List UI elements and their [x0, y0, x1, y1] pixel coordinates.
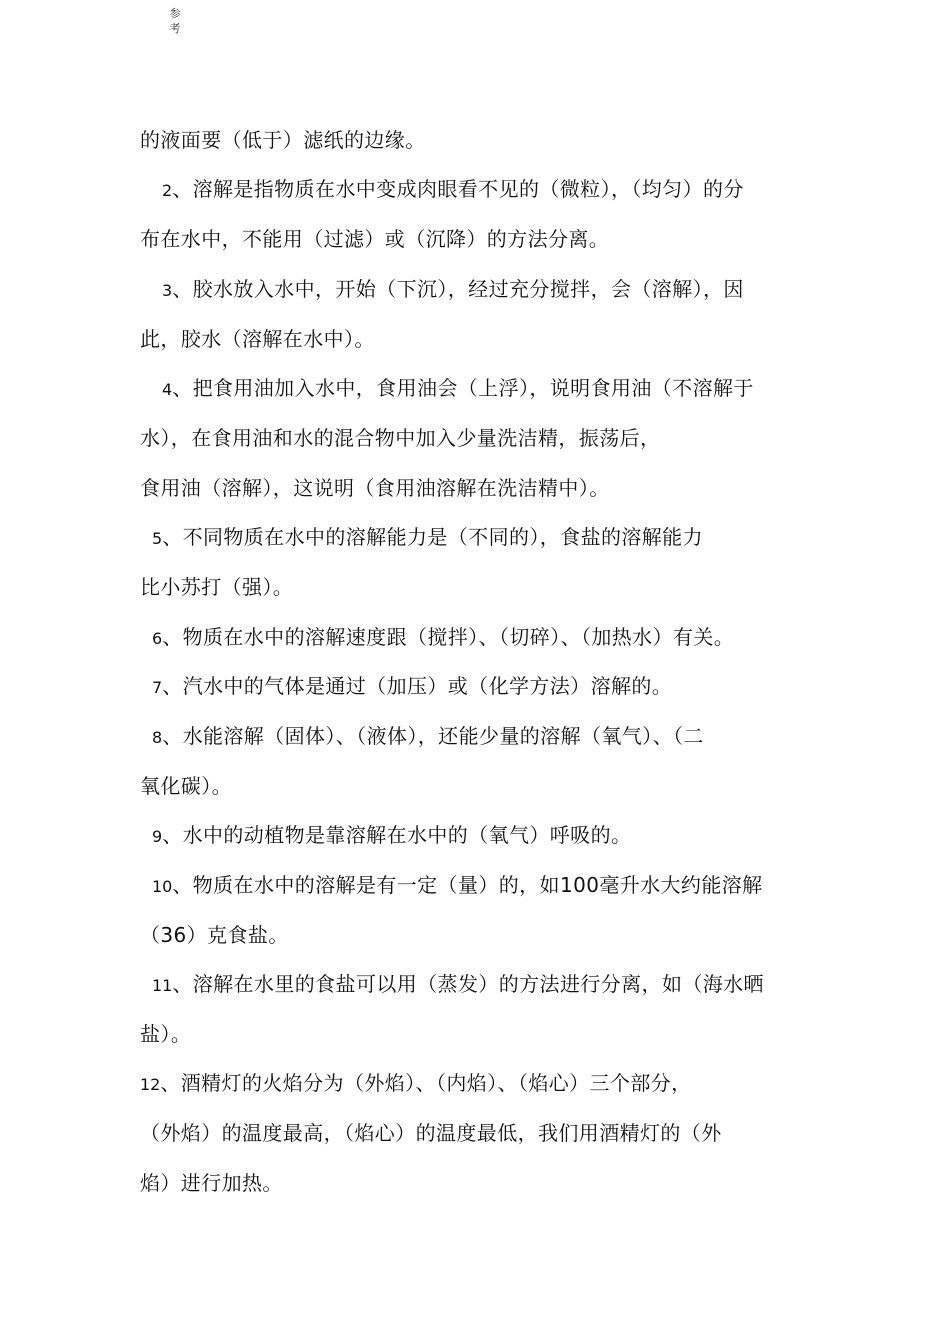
item-number: 10: [152, 877, 173, 896]
text-line: （36）克食盐。: [140, 923, 289, 947]
item-number: 4: [162, 380, 173, 399]
item-number: 3: [162, 281, 173, 300]
text-line: 氧化碳）。: [140, 774, 232, 798]
text-line: 比小苏打（强）。: [140, 575, 294, 599]
text-line: 布在水中，不能用（过滤）或（沉降）的方法分离。: [140, 227, 610, 251]
item-number: 12: [140, 1075, 161, 1094]
text-line: 焰）进行加热。: [140, 1171, 283, 1195]
header-mark-bottom: 考: [169, 22, 181, 35]
text-line: 食用油（溶解），这说明（食用油溶解在洗洁精中）。: [140, 476, 610, 500]
text-line: 6、物质在水中的溶解速度跟（搅拌）、（切碎）、（加热水）有关。: [152, 625, 735, 649]
item-number: 7: [152, 678, 163, 697]
text-line: 此，胶水（溶解在水中）。: [140, 327, 375, 351]
text-line: 水），在食用油和水的混合物中加入少量洗洁精，振荡后，: [140, 426, 661, 450]
text-line: 10、物质在水中的溶解是有一定（量）的，如100毫升水大约能溶解: [152, 873, 763, 897]
text-line: 11、溶解在水里的食盐可以用（蒸发）的方法进行分离，如（海水晒: [152, 972, 764, 996]
text-line: 12、酒精灯的火焰分为（外焰）、（内焰）、（焰心）三个部分，: [140, 1071, 692, 1095]
text-line: 5、不同物质在水中的溶解能力是（不同的），食盐的溶解能力: [152, 525, 703, 549]
text-line: 7、汽水中的气体是通过（加压）或（化学方法）溶解的。: [152, 674, 673, 698]
item-number: 8: [152, 728, 163, 747]
item-number: 2: [162, 181, 173, 200]
item-number: 9: [152, 827, 163, 846]
reference-header-mark: [168, 6, 182, 36]
text-line: 9、水中的动植物是靠溶解在水中的（氧气）呼吸的。: [152, 823, 632, 847]
text-line: 4、把食用油加入水中，食用油会（上浮），说明食用油（不溶解于: [162, 376, 754, 400]
text-line: （外焰）的温度最高，（焰心）的温度最低，我们用酒精灯的（外: [140, 1121, 722, 1145]
item-number: 6: [152, 629, 163, 648]
header-mark-top: 参: [169, 7, 181, 20]
item-number: 11: [152, 976, 173, 995]
text-line: 盐）。: [140, 1022, 192, 1046]
text-line: 3、胶水放入水中，开始（下沉），经过充分搅拌，会（溶解），因: [162, 277, 744, 301]
text-line: 的液面要（低于）滤纸的边缘。: [140, 128, 426, 152]
text-line: 8、水能溶解（固体）、（液体），还能少量的溶解（氧气）、（二: [152, 724, 704, 748]
text-line: 2、溶解是指物质在水中变成肉眼看不见的（微粒），（均匀）的分: [162, 177, 744, 201]
item-number: 5: [152, 529, 163, 548]
